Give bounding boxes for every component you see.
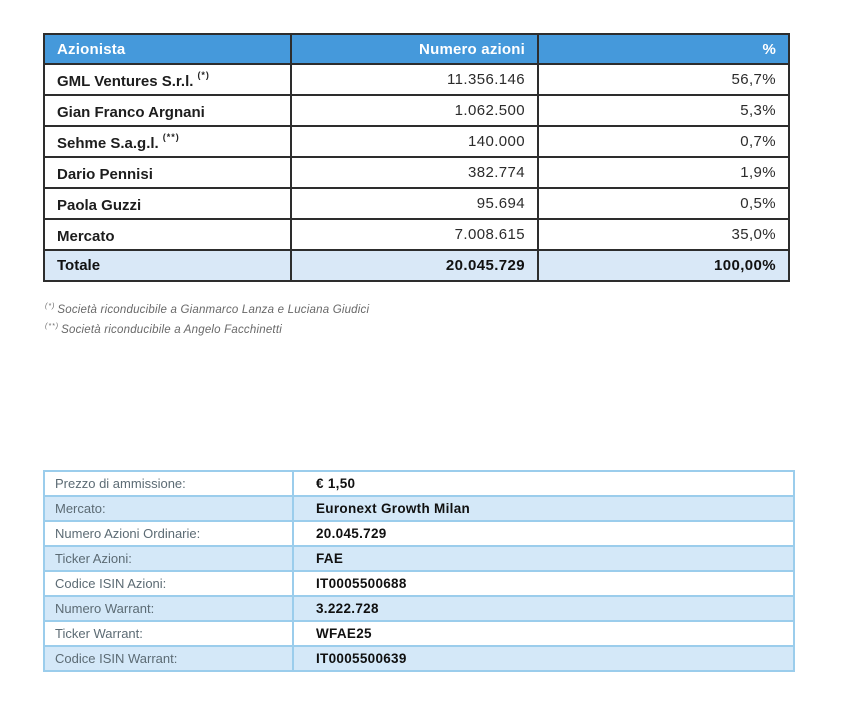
list-item: [44, 621, 794, 646]
shares-value: 140.000: [291, 126, 538, 157]
table-row: [44, 219, 789, 250]
footnote-mark: (*): [45, 303, 56, 310]
shareholders-table: [43, 33, 790, 282]
shareholder-name-text: Sehme S.a.g.l.: [57, 134, 159, 152]
shareholder-name-text: Mercato: [57, 227, 115, 245]
shareholders-header-row: [44, 34, 789, 64]
shareholder-name-text: Paola Guzzi: [57, 196, 142, 214]
percent-value: 0,7%: [538, 126, 789, 157]
field-value-codice-isin-warrant: IT0005500639: [293, 646, 794, 671]
field-label-prezzo-di-ammissione: Prezzo di ammissione:: [44, 471, 293, 496]
field-label-numero-warrant: Numero Warrant:: [44, 596, 293, 621]
footnote: [45, 323, 369, 336]
shareholder-name: [44, 157, 291, 188]
footnotes: [45, 303, 369, 343]
list-item: [44, 471, 794, 496]
field-value-ticker-warrant: WFAE25: [293, 621, 794, 646]
field-label-mercato: Mercato:: [44, 496, 293, 521]
field-value-ticker-azioni: FAE: [293, 546, 794, 571]
shares-value: 11.356.146: [291, 64, 538, 95]
shares-value: 7.008.615: [291, 219, 538, 250]
list-item: [44, 496, 794, 521]
footnote-marker: (**): [162, 131, 180, 142]
shareholder-name: [44, 64, 291, 95]
footnote-mark: (**): [45, 323, 60, 330]
field-value-numero-azioni-ordinarie: 20.045.729: [293, 521, 794, 546]
percent-value: 35,0%: [538, 219, 789, 250]
field-value-mercato: Euronext Growth Milan: [293, 496, 794, 521]
field-label-numero-azioni-ordinarie: Numero Azioni Ordinarie:: [44, 521, 293, 546]
total-shares-value: 20.045.729: [291, 250, 538, 281]
column-header-numero-azioni: Numero azioni: [291, 34, 538, 64]
total-percent-value: 100,00%: [538, 250, 789, 281]
total-label: Totale: [44, 250, 291, 281]
total-row: [44, 250, 789, 281]
shareholder-name: [44, 219, 291, 250]
list-item: [44, 596, 794, 621]
list-item: [44, 546, 794, 571]
percent-value: 1,9%: [538, 157, 789, 188]
field-label-ticker-warrant: Ticker Warrant:: [44, 621, 293, 646]
field-value-numero-warrant: 3.222.728: [293, 596, 794, 621]
field-value-prezzo-di-ammissione: € 1,50: [293, 471, 794, 496]
field-label-ticker-azioni: Ticker Azioni:: [44, 546, 293, 571]
shareholder-name-text: Gian Franco Argnani: [57, 103, 205, 121]
column-header-azionista: Azionista: [44, 34, 291, 64]
footnote-text: Società riconducibile a Gianmarco Lanza e Luciana Giudici: [57, 304, 370, 316]
shareholder-name-text: GML Ventures S.r.l.: [57, 72, 194, 90]
shareholder-name: [44, 188, 291, 219]
shareholder-name: [44, 126, 291, 157]
table-row: [44, 126, 789, 157]
table-row: [44, 188, 789, 219]
column-header-percent: %: [538, 34, 789, 64]
list-item: [44, 571, 794, 596]
table-row: [44, 157, 789, 188]
listing-info-table: [43, 470, 795, 672]
footnote: [45, 303, 369, 316]
footnote-marker: (*): [197, 69, 210, 80]
list-item: [44, 521, 794, 546]
footnote-text: Società riconducibile a Angelo Facchinetti: [61, 324, 282, 336]
percent-value: 5,3%: [538, 95, 789, 126]
table-row: [44, 95, 789, 126]
shares-value: 95.694: [291, 188, 538, 219]
shareholder-name: [44, 95, 291, 126]
field-label-codice-isin-azioni: Codice ISIN Azioni:: [44, 571, 293, 596]
percent-value: 56,7%: [538, 64, 789, 95]
shareholder-name-text: Dario Pennisi: [57, 165, 153, 183]
field-value-codice-isin-azioni: IT0005500688: [293, 571, 794, 596]
field-label-codice-isin-warrant: Codice ISIN Warrant:: [44, 646, 293, 671]
shares-value: 382.774: [291, 157, 538, 188]
percent-value: 0,5%: [538, 188, 789, 219]
list-item: [44, 646, 794, 671]
table-row: [44, 64, 789, 95]
shares-value: 1.062.500: [291, 95, 538, 126]
